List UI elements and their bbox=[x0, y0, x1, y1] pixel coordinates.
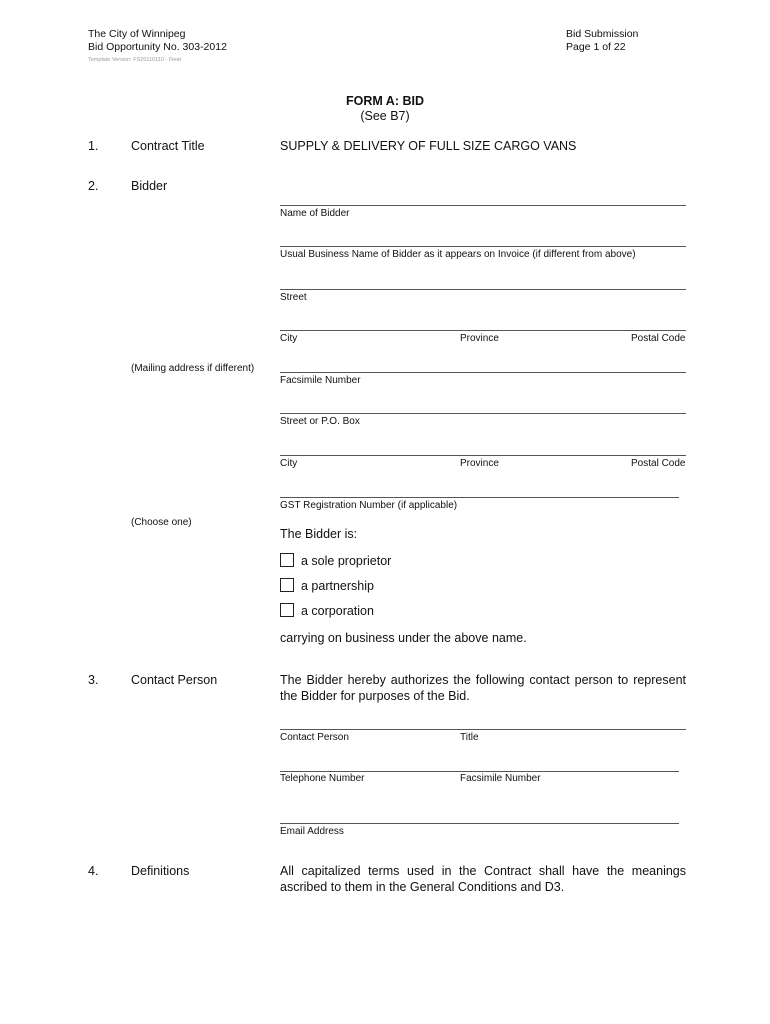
partnership-label: a partnership bbox=[301, 579, 374, 593]
gst-number-field[interactable] bbox=[280, 497, 679, 498]
bidder-label: Bidder bbox=[131, 179, 168, 193]
gst-number-caption: GST Registration Number (if applicable) bbox=[280, 500, 458, 511]
contact-facsimile-caption: Facsimile Number bbox=[460, 773, 541, 784]
telephone-caption: Telephone Number bbox=[280, 773, 365, 784]
sole-proprietor-label: a sole proprietor bbox=[301, 554, 392, 568]
email-caption: Email Address bbox=[280, 826, 344, 837]
template-version: Template Version: FS20110110 - Fleet bbox=[88, 57, 182, 63]
facsimile-caption: Facsimile Number bbox=[280, 375, 361, 386]
sole-proprietor-checkbox[interactable] bbox=[280, 553, 294, 567]
partnership-checkbox[interactable] bbox=[280, 578, 294, 592]
po-box-field[interactable] bbox=[280, 413, 686, 414]
contract-title-label: Contract Title bbox=[131, 139, 205, 153]
corporation-checkbox[interactable] bbox=[280, 603, 294, 617]
header-page-number: Page 1 of 22 bbox=[566, 41, 626, 53]
contract-title-value: SUPPLY & DELIVERY OF FULL SIZE CARGO VANS bbox=[280, 139, 577, 153]
contact-person-title-field[interactable] bbox=[280, 729, 686, 730]
mailing-city-province-postal-field[interactable] bbox=[280, 455, 686, 456]
section-1-number: 1. bbox=[88, 139, 99, 153]
city-province-postal-field[interactable] bbox=[280, 330, 686, 331]
email-field[interactable] bbox=[280, 823, 679, 824]
title-caption: Title bbox=[460, 732, 479, 743]
header-bid-opportunity: Bid Opportunity No. 303-2012 bbox=[88, 41, 227, 53]
street-field[interactable] bbox=[280, 289, 686, 290]
header-bid-submission: Bid Submission bbox=[566, 28, 639, 40]
name-of-bidder-field[interactable] bbox=[280, 205, 686, 206]
mailing-postal-code-caption: Postal Code bbox=[631, 458, 686, 469]
form-title: FORM A: BID bbox=[346, 94, 424, 108]
contact-authorization-text: The Bidder hereby authorizes the following contact person to represent the Bidder for purposes of the Bid. bbox=[280, 673, 686, 703]
business-name-field[interactable] bbox=[280, 246, 686, 247]
business-name-caption: Usual Business Name of Bidder as it appears on Invoice (if different from above) bbox=[280, 249, 636, 260]
mailing-address-note: (Mailing address if different) bbox=[131, 363, 255, 374]
mailing-province-caption: Province bbox=[460, 458, 499, 469]
mailing-city-caption: City bbox=[280, 458, 298, 469]
form-subtitle: (See B7) bbox=[360, 109, 410, 123]
corporation-label: a corporation bbox=[301, 604, 374, 618]
contact-person-label: Contact Person bbox=[131, 673, 218, 687]
street-caption: Street bbox=[280, 292, 307, 303]
po-box-caption: Street or P.O. Box bbox=[280, 416, 360, 427]
definitions-label: Definitions bbox=[131, 864, 190, 878]
contact-person-caption: Contact Person bbox=[280, 732, 349, 743]
section-3-number: 3. bbox=[88, 673, 99, 687]
carrying-on-business-text: carrying on business under the above name. bbox=[280, 631, 527, 645]
choose-one-note: (Choose one) bbox=[131, 517, 192, 528]
bidder-is-label: The Bidder is: bbox=[280, 527, 358, 541]
province-caption: Province bbox=[460, 333, 499, 344]
city-caption: City bbox=[280, 333, 298, 344]
postal-code-caption: Postal Code bbox=[631, 333, 686, 344]
name-of-bidder-caption: Name of Bidder bbox=[280, 208, 350, 219]
section-4-number: 4. bbox=[88, 864, 99, 878]
telephone-fax-field[interactable] bbox=[280, 771, 679, 772]
facsimile-field[interactable] bbox=[280, 372, 686, 373]
header-city: The City of Winnipeg bbox=[88, 28, 186, 40]
definitions-text: All capitalized terms used in the Contract shall have the meanings ascribed to them in the General Conditions and D3. bbox=[280, 864, 686, 894]
section-2-number: 2. bbox=[88, 179, 99, 193]
